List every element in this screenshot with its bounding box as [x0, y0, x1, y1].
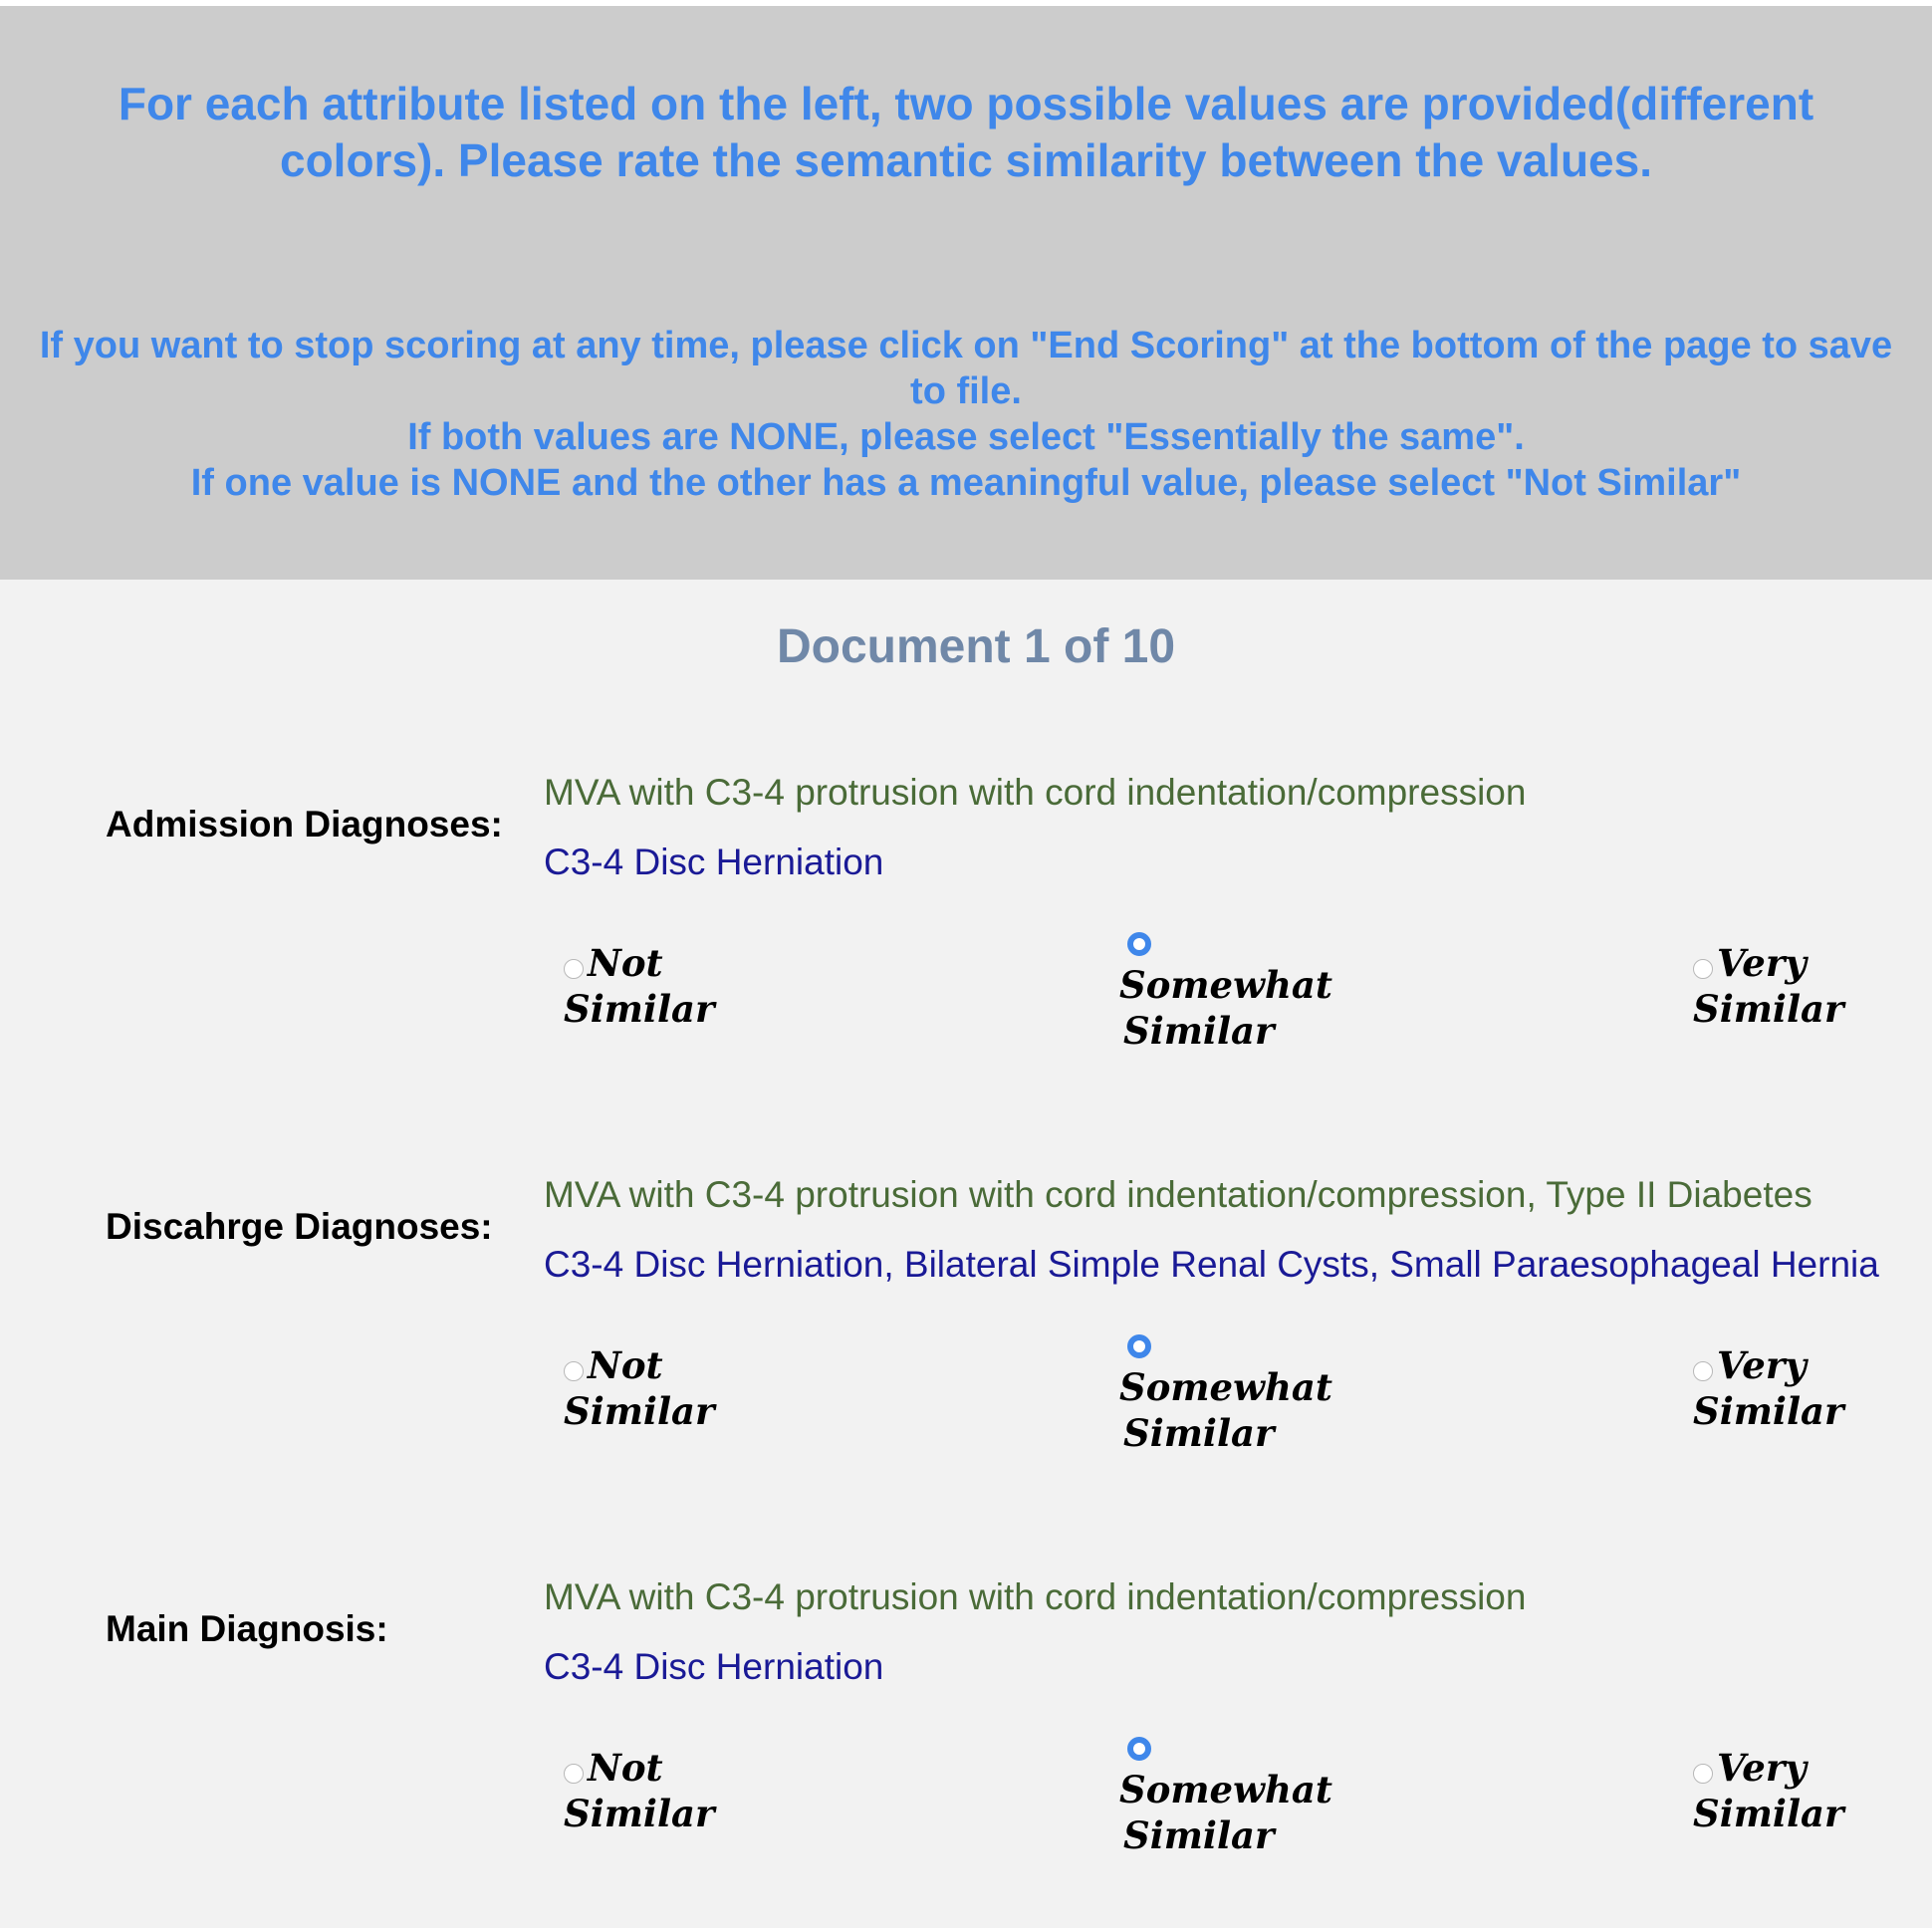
value-a: MVA with C3-4 protrusion with cord indentation/compression	[544, 1576, 1527, 1617]
option-label: Somewhat	[1119, 963, 1332, 1007]
option-not-similar[interactable]	[564, 940, 715, 1032]
option-label: Similar	[1123, 1813, 1275, 1857]
option-label: Similar	[1123, 1411, 1275, 1455]
instructions-panel	[0, 6, 1932, 580]
value-a: MVA with C3-4 protrusion with cord indentation/compression, Type II Diabetes	[544, 1174, 1812, 1215]
option-label: Very	[1717, 1343, 1807, 1387]
attribute-main-diagnosis	[0, 1562, 1932, 1860]
option-not-similar[interactable]	[564, 1342, 715, 1434]
instructions-notes	[30, 323, 1902, 506]
option-somewhat-similar[interactable]	[1119, 1767, 1332, 1858]
value-b: C3-4 Disc Herniation, Bilateral Simple Renal Cysts, Small Paraesophageal Hernia	[544, 1244, 1879, 1285]
radio-somewhat-similar[interactable]	[1127, 1334, 1151, 1358]
radio-somewhat-similar[interactable]	[1127, 1737, 1151, 1761]
radio-very-similar[interactable]	[1693, 1361, 1713, 1381]
radio-not-similar[interactable]	[564, 959, 584, 979]
option-label: Not	[588, 1343, 663, 1387]
instructions-main: For each attribute listed on the left, two possible values are provided(different colors). Please rate the semantic similarity between the values.	[118, 78, 1814, 186]
value-a: MVA with C3-4 protrusion with cord indentation/compression	[544, 772, 1527, 813]
instructions-line-end-scoring: If you want to stop scoring at any time, please click on "End Scoring" at the bottom of the page to save to file.	[39, 325, 1893, 412]
option-label: Very	[1717, 941, 1807, 985]
option-label: Similar	[1693, 1792, 1844, 1835]
option-very-similar[interactable]	[1693, 940, 1844, 1032]
option-label: Similar	[1123, 1009, 1275, 1053]
option-label: Not	[588, 941, 663, 985]
value-b: C3-4 Disc Herniation	[544, 842, 884, 882]
radio-very-similar[interactable]	[1693, 959, 1713, 979]
option-very-similar[interactable]	[1693, 1745, 1844, 1836]
option-somewhat-similar[interactable]	[1119, 1364, 1332, 1456]
option-very-similar[interactable]	[1693, 1342, 1844, 1434]
attribute-label: Discahrge Diagnoses:	[106, 1206, 493, 1247]
option-label: Not	[588, 1746, 663, 1790]
instructions-line-both-none: If both values are NONE, please select "Essentially the same".	[407, 416, 1525, 458]
option-somewhat-similar[interactable]	[1119, 962, 1332, 1054]
option-label: Somewhat	[1119, 1768, 1332, 1811]
radio-very-similar[interactable]	[1693, 1764, 1713, 1784]
radio-not-similar[interactable]	[564, 1764, 584, 1784]
option-label: Similar	[564, 987, 715, 1031]
option-label: Similar	[1693, 1389, 1844, 1433]
option-label: Somewhat	[1119, 1365, 1332, 1409]
option-not-similar[interactable]	[564, 1745, 715, 1836]
document-title: Document 1 of 10	[776, 620, 1176, 673]
attribute-label: Main Diagnosis:	[106, 1608, 388, 1649]
radio-not-similar[interactable]	[564, 1361, 584, 1381]
attribute-admission-diagnoses	[0, 757, 1932, 1056]
attribute-label: Admission Diagnoses:	[106, 804, 503, 844]
option-label: Similar	[1693, 987, 1844, 1031]
option-label: Similar	[564, 1792, 715, 1835]
option-label: Very	[1717, 1746, 1807, 1790]
value-b: C3-4 Disc Herniation	[544, 1646, 884, 1687]
radio-somewhat-similar[interactable]	[1127, 932, 1151, 956]
option-label: Similar	[564, 1389, 715, 1433]
instructions-line-one-none: If one value is NONE and the other has a meaningful value, please select "Not Similar"	[190, 462, 1742, 504]
attribute-discharge-diagnoses	[0, 1159, 1932, 1458]
